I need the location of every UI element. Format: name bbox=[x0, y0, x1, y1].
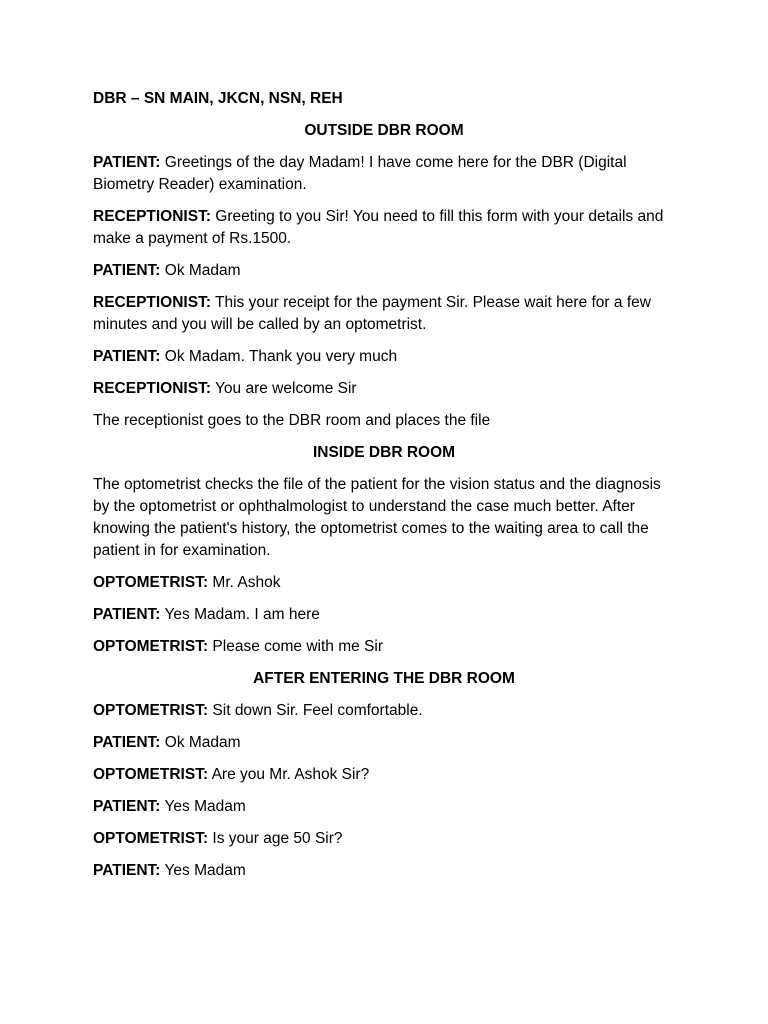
speaker-label: RECEPTIONIST: bbox=[93, 294, 211, 311]
dialogue-text: Ok Madam bbox=[164, 262, 241, 279]
dialogue-line bbox=[93, 572, 675, 594]
dialogue-line bbox=[93, 860, 675, 882]
speaker-label: OPTOMETRIST: bbox=[93, 830, 209, 847]
speaker-label: OPTOMETRIST: bbox=[93, 638, 209, 655]
dialogue-text: Yes Madam bbox=[164, 798, 246, 815]
dialogue-text: Mr. Ashok bbox=[212, 574, 281, 591]
dialogue-text: Ok Madam bbox=[164, 734, 241, 751]
speaker-label: RECEPTIONIST: bbox=[93, 208, 211, 225]
dialogue-text: Please come with me Sir bbox=[212, 638, 383, 655]
dialogue-line bbox=[93, 604, 675, 626]
dialogue-text: Yes Madam bbox=[164, 862, 246, 879]
document-title: DBR – SN MAIN, JKCN, NSN, REH bbox=[93, 90, 343, 107]
dialogue-text: Greeting to you Sir! You need to fill this form with your details and make a payment of Rs.1500. bbox=[93, 208, 664, 247]
dialogue-text: Is your age 50 Sir? bbox=[212, 830, 343, 847]
dialogue-text: Greetings of the day Madam! I have come here for the DBR (Digital Biometry Reader) examination. bbox=[93, 154, 627, 193]
dialogue-line bbox=[93, 764, 675, 786]
dialogue-line bbox=[93, 346, 675, 368]
speaker-label: PATIENT: bbox=[93, 262, 161, 279]
section-heading: INSIDE DBR ROOM bbox=[312, 444, 456, 461]
speaker-label: OPTOMETRIST: bbox=[93, 702, 209, 719]
speaker-label: PATIENT: bbox=[93, 606, 161, 623]
dialogue-text: Are you Mr. Ashok Sir? bbox=[211, 766, 370, 783]
speaker-label: OPTOMETRIST: bbox=[93, 574, 209, 591]
dialogue-text: This your receipt for the payment Sir. Please wait here for a few minutes and you will be called by an optometrist. bbox=[93, 294, 651, 333]
dialogue-line bbox=[93, 828, 675, 850]
speaker-label: PATIENT: bbox=[93, 348, 161, 365]
narration-paragraph: The optometrist checks the file of the patient for the vision status and the diagnosis by the optometrist or ophthalmologist to understand the case much better. After knowing the patient's history, the optometrist comes to the waiting area to call the patient in for examination. bbox=[93, 476, 661, 559]
dialogue-text: Sit down Sir. Feel comfortable. bbox=[212, 702, 423, 719]
dialogue-line bbox=[93, 700, 675, 722]
dialogue-line bbox=[93, 206, 675, 250]
section-heading: OUTSIDE DBR ROOM bbox=[304, 122, 464, 139]
speaker-label: PATIENT: bbox=[93, 154, 161, 171]
dialogue-line bbox=[93, 636, 675, 658]
speaker-label: PATIENT: bbox=[93, 798, 161, 815]
dialogue-text: You are welcome Sir bbox=[215, 380, 357, 397]
speaker-label: PATIENT: bbox=[93, 862, 161, 879]
dialogue-line bbox=[93, 378, 675, 400]
dialogue-line bbox=[93, 260, 675, 282]
dialogue-line bbox=[93, 796, 675, 818]
narration-paragraph: The receptionist goes to the DBR room and places the file bbox=[93, 412, 491, 429]
dialogue-text: Ok Madam. Thank you very much bbox=[164, 348, 398, 365]
speaker-label: OPTOMETRIST: bbox=[93, 766, 209, 783]
speaker-label: RECEPTIONIST: bbox=[93, 380, 211, 397]
section-heading: AFTER ENTERING THE DBR ROOM bbox=[253, 670, 515, 687]
dialogue-line bbox=[93, 152, 675, 196]
dialogue-text: Yes Madam. I am here bbox=[164, 606, 320, 623]
speaker-label: PATIENT: bbox=[93, 734, 161, 751]
dialogue-line bbox=[93, 292, 675, 336]
dialogue-line bbox=[93, 732, 675, 754]
